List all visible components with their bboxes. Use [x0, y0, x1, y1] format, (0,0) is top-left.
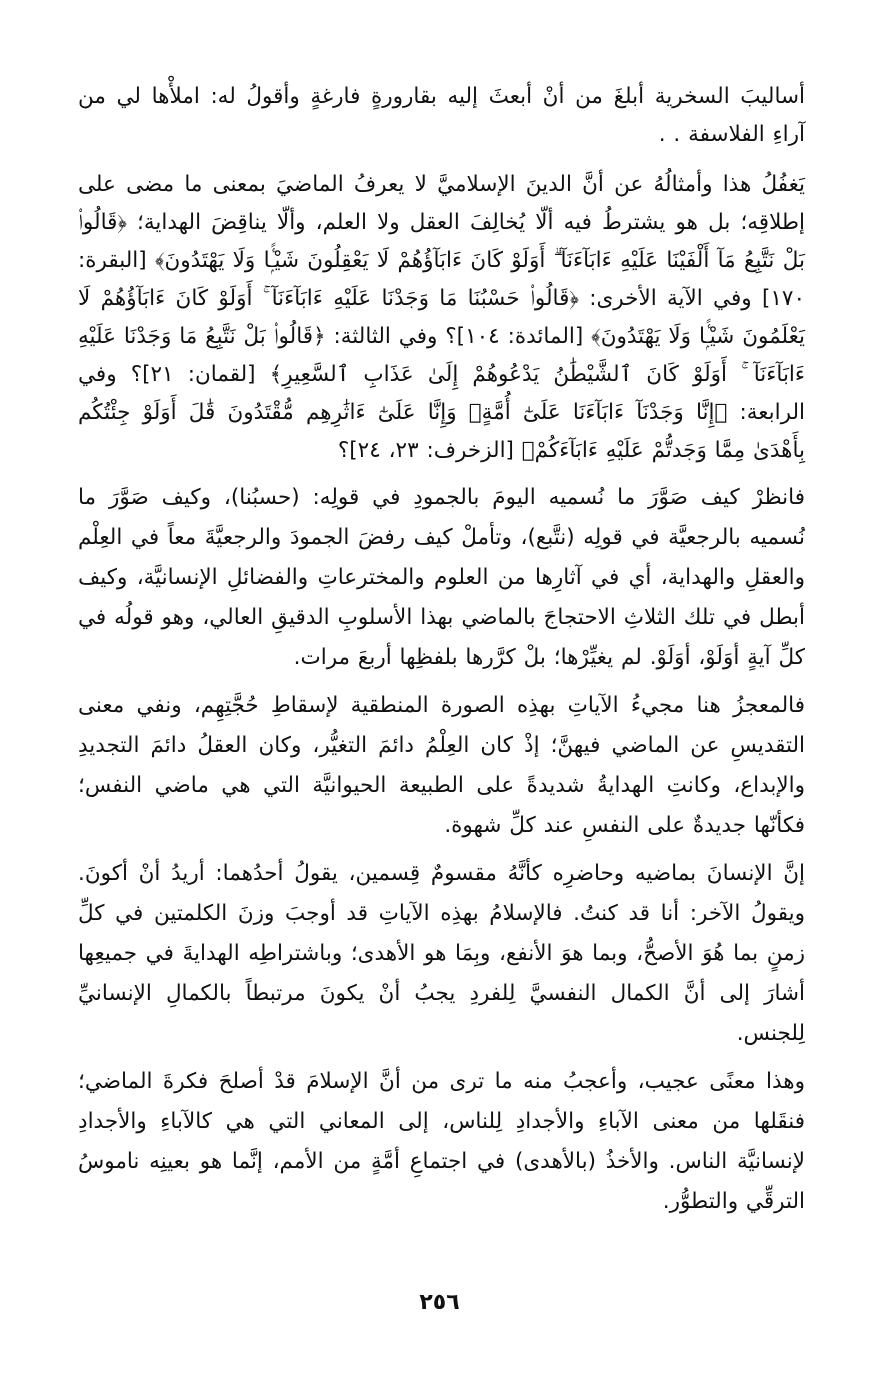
- paragraph-5: إنَّ الإنسانَ بماضيه وحاضرِه كأنَّهُ مقسومٌ قِسمين، يقولُ أحدُهما: أريدُ أنْ أكونَ. ويقولُ الآخر: أنا قد كنتُ. فالإسلامُ بهذِه الآياتِ قد أوجبَ وزنَ الكلمتين في كلِّ زمنٍ بما هُوَ الأصحُّ، وبما هوَ الأنفع، وبِمَا هو الأهدى؛ وباشتراطِه الهدايةَ في جميعِها أشارَ إلى أنَّ الكمال النفسيَّ لِلفردِ يجبُ أنْ يكونَ مرتبطاً بالكمالِ الإنسانيِّ لِلجنس.: [78, 861, 805, 1046]
- paragraph-1: أساليبَ السخرية أبلغَ من أنْ أبعثَ إليه بقارورةٍ فارغةٍ وأقولُ له: املأْها لي من آراءِ الفلاسفة . .: [78, 84, 805, 147]
- paragraph-3: فانظرْ كيف صَوَّرَ ما نُسميه اليومَ بالجمودِ في قولِه: (حسبُنا)، وكيف صَوَّرَ ما نُسميه بالرجعيَّة في قولِه (نتَّبع)، وتأملْ كيف رفضَ الجمودَ والرجعيَّةَ معاً في العِلْم والعقلِ والهداية، أي في آثارِها من العلوم والمخترعاتِ والفضائلِ الإنسانيَّة، وكيف أبطل في تلك الثلاثِ الاحتجاجَ بالماضي بهذا الأسلوبِ الدقيقِ العالي، وهو قولُه في كلِّ آيةٍ أوَلَوْ، أوَلَوْ. لم يغيِّرْها؛ بلْ كرَّرها بلفظِها أربعَ مرات.: [78, 485, 805, 670]
- paragraph-6: وهذا معنًى عجيب، وأعجبُ منه ما ترى من أنَّ الإسلامَ قدْ أصلحَ فكرةَ الماضي؛ فنقَلها من معنى الآباءِ والأجدادِ لِلناس، إلى المعاني التي هي كالآباءِ والأجدادِ لإنسانيَّة الناس. والأخذُ (بالأهدى) في اجتماعِ أمَّةٍ من الأمم، إنَّما هو بعينِه ناموسُ الترقِّي والتطوُّر.: [78, 1069, 805, 1214]
- page-number: ٢٥٦: [419, 1290, 460, 1315]
- paragraph-4: فالمعجزُ هنا مجيءُ الآياتِ بهذِه الصورة المنطقية لإسقاطِ حُجَّتِهِم، ونفي معنى التقديسِ عن الماضي فيهنَّ؛ إذْ كان العِلْمُ دائمَ التغيُّر، وكان العقلُ دائمَ التجديدِ والإبداع، وكانتِ الهدايةُ شديدةً على الطبيعة الحيوانيَّة التي هي ماضي النفس؛ فكأنّها جديدةٌ على النفسِ عند كلِّ شهوة.: [78, 693, 805, 838]
- paragraph-2: يَغفُلُ هذا وأمثالُهُ عن أنَّ الدينَ الإسلاميَّ لا يعرفُ الماضيَ بمعنى ما مضى على إطلاقِه؛ بل هو يشترطُ فيه ألّا يُخالِفَ العقل ولا العلم، وألّا يناقِضَ الهداية؛ ﴿قَالُوا۟ بَلْ نَتَّبِعُ مَآ أَلْفَيْنَا عَلَيْهِ ءَابَآءَنَآ ۗ أَوَلَوْ كَانَ ءَابَآؤُهُمْ لَا يَعْقِلُونَ شَيْـًۭٔا وَلَا يَهْتَدُونَ﴾ [البقرة: ١٧٠] وفي الآية الأخرى: ﴿قَالُوا۟ حَسْبُنَا مَا وَجَدْنَا عَلَيْهِ ءَابَآءَنَآ ۚ أَوَلَوْ كَانَ ءَابَآؤُهُمْ لَا يَعْلَمُونَ شَيْـًۭٔا وَلَا يَهْتَدُونَ﴾ [المائدة: ١٠٤]؟ وفي الثالثة: ﴿قَالُوا۟ بَلْ نَتَّبِعُ مَا وَجَدْنَا عَلَيْهِ ءَابَآءَنَآ ۚ أَوَلَوْ كَانَ ٱلشَّيْطَٰنُ يَدْعُوهُمْ إِلَىٰ عَذَابِ ٱلسَّعِيرِ﴾ [لقمان: ٢١]؟ وفي الرابعة: ﴿إِنَّا وَجَدْنَآ ءَابَآءَنَا عَلَىٰٓ أُمَّةٍۢ وَإِنَّا عَلَىٰٓ ءَاثَٰرِهِم مُّقْتَدُونَ قَٰلَ أَوَلَوْ جِئْتُكُم بِأَهْدَىٰ مِمَّا وَجَدتُّمْ عَلَيْهِ ءَابَآءَكُمْ﴾ [الزخرف: ٢٣، ٢٤]؟: [78, 172, 806, 463]
